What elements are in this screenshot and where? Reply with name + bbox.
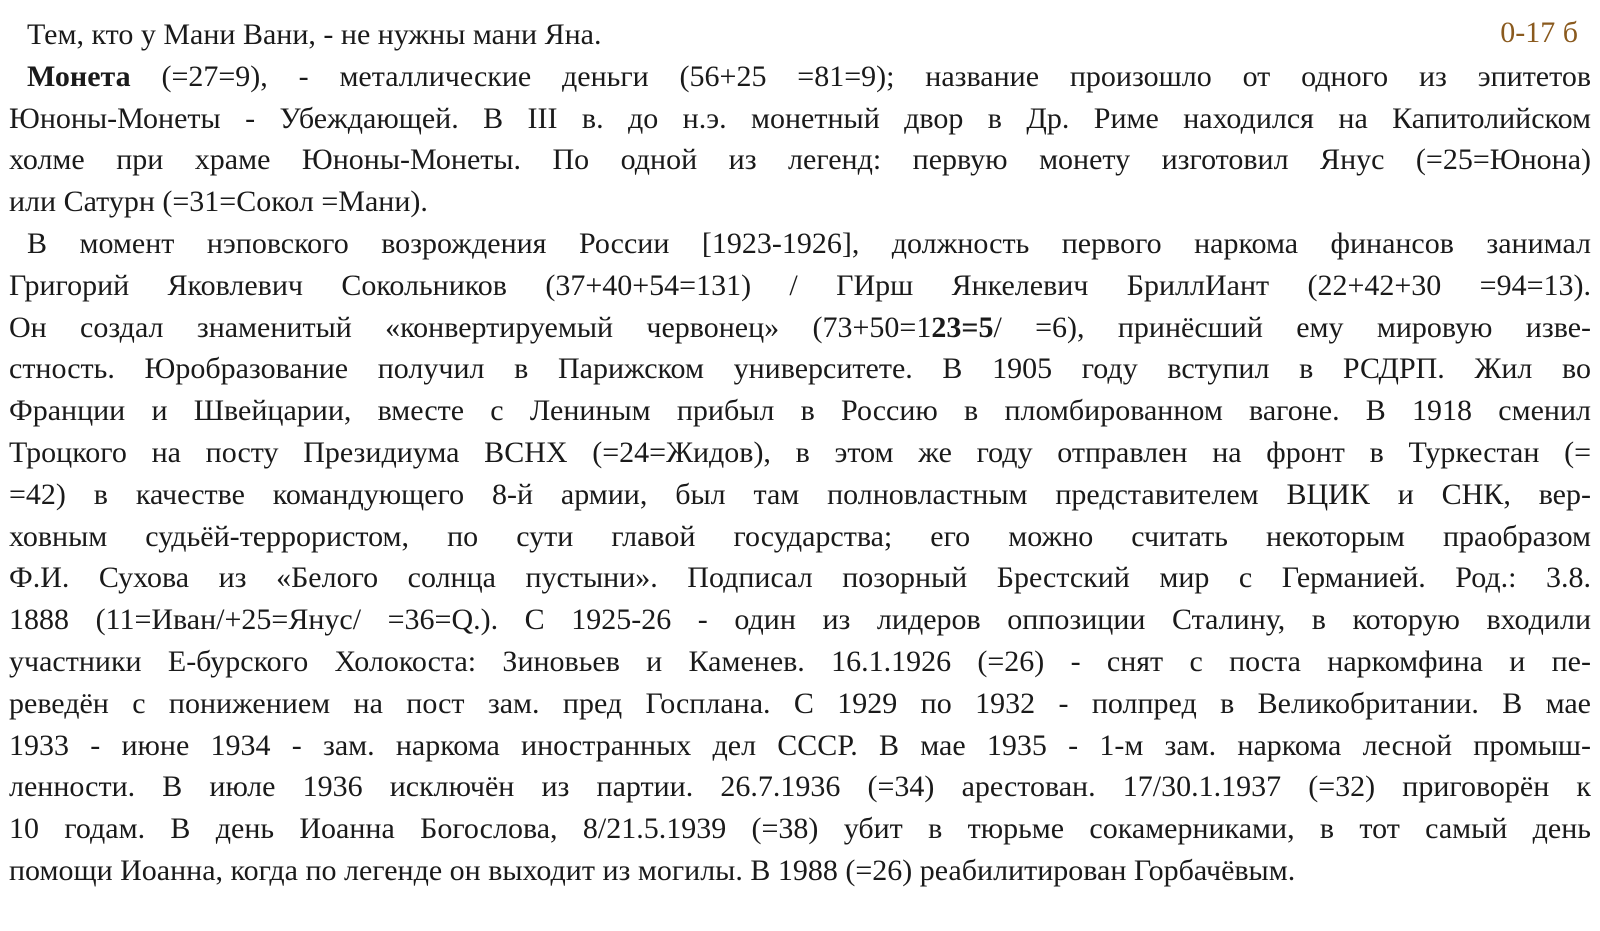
chervonets-bold-number: 23=5 [931,310,994,344]
sokolnikov-paragraph-line-2: Григорий Яковлевич Сокольников (37+40+54=131) / ГИрш Янкелевич БриллИант (22+42+30 =94=13). [9,268,1591,302]
moneta-paragraph-line-2: Юноны-Монеты - Убеждающей. В III в. до н.э. монетный двор в Др. Риме находился на Капитолийском [9,101,1591,135]
sokolnikov-paragraph-line-3 [9,307,1591,349]
intro-text: Тем, кто у Мани Вани, - не нужны мани Яна. [27,18,602,51]
moneta-definition: (=27=9), - металлические деньги (56+25 =81=9); название произошло от одного из эпитетов [130,59,1591,93]
moneta-term: Монета [27,59,131,93]
moneta-paragraph-line-4: или Сатурн (=31=Сокол =Мани). [9,185,428,219]
sokolnikov-paragraph-line-4: стность. Юробразование получил в Парижском университете. В 1905 году вступил в РСДРП. Жил во [9,352,1591,386]
moneta-paragraph-line-1 [9,56,1591,98]
chervonets-text-b: / =6), принёсший ему мировую изве- [993,310,1591,344]
intro-line [9,14,1591,56]
sokolnikov-paragraph-line-16: помощи Иоанна, когда по легенде он выходит из могилы. В 1988 (=26) реабилитирован Горбачёвым. [9,853,1296,887]
sokolnikov-paragraph-line-5: Франции и Швейцарии, вместе с Лениным прибыл в Россию в пломбированном вагоне. В 1918 сменил [9,394,1591,428]
sokolnikov-paragraph-line-14: ленности. В июле 1936 исключён из партии. 26.7.1936 (=34) арестован. 17/30.1.1937 (=32) приговорён к [9,770,1591,804]
sokolnikov-paragraph-line-9: Ф.И. Сухова из «Белого солнца пустыни». Подписал позорный Брестский мир с Германией. Род.: 3.8. [9,561,1591,595]
sokolnikov-paragraph-line-12: реведён с понижением на пост зам. пред Госплана. С 1929 по 1932 - полпред в Великобритании. В мае [9,686,1591,720]
sokolnikov-paragraph-line-6: Троцкого на посту Президиума ВСНХ (=24=Жидов), в этом же году отправлен на фронт в Туркестан (= [9,435,1591,469]
sokolnikov-paragraph-line-11: участники Е-бурского Холокоста: Зиновьев и Каменев. 16.1.1926 (=26) - снят с поста наркомфина и пе- [9,644,1591,678]
sokolnikov-paragraph-line-8: ховным судьёй-террористом, по сути главой государства; его можно считать некоторым праобразом [9,519,1591,553]
moneta-paragraph-line-3: холме при храме Юноны-Монеты. По одной из легенд: первую монету изготовил Янус (=25=Юнона) [9,143,1591,177]
document-body [9,14,1591,892]
sokolnikov-paragraph-line-1: В момент нэповского возрождения России [1923-1926], должность первого наркома финансов занимал [27,226,1591,260]
sokolnikov-paragraph-line-15: 10 годам. В день Иоанна Богослова, 8/21.5.1939 (=38) убит в тюрьме сокамерниками, в тот самый день [9,812,1591,846]
chervonets-text-a: Он создал знаменитый «конвертируемый червонец» (73+50=1 [9,310,932,344]
page-reference: 0-17 б [1500,16,1578,49]
sokolnikov-paragraph-line-10: 1888 (11=Иван/+25=Янус/ =36=Q.). С 1925-26 - один из лидеров оппозиции Сталину, в которую входили [9,603,1591,637]
sokolnikov-paragraph-line-7: =42) в качестве командующего 8-й армии, был там полновластным представителем ВЦИК и СНК, вер- [9,477,1591,511]
sokolnikov-paragraph-line-13: 1933 - июне 1934 - зам. наркома иностранных дел СССР. В мае 1935 - 1-м зам. наркома лесной промыш- [9,728,1591,762]
